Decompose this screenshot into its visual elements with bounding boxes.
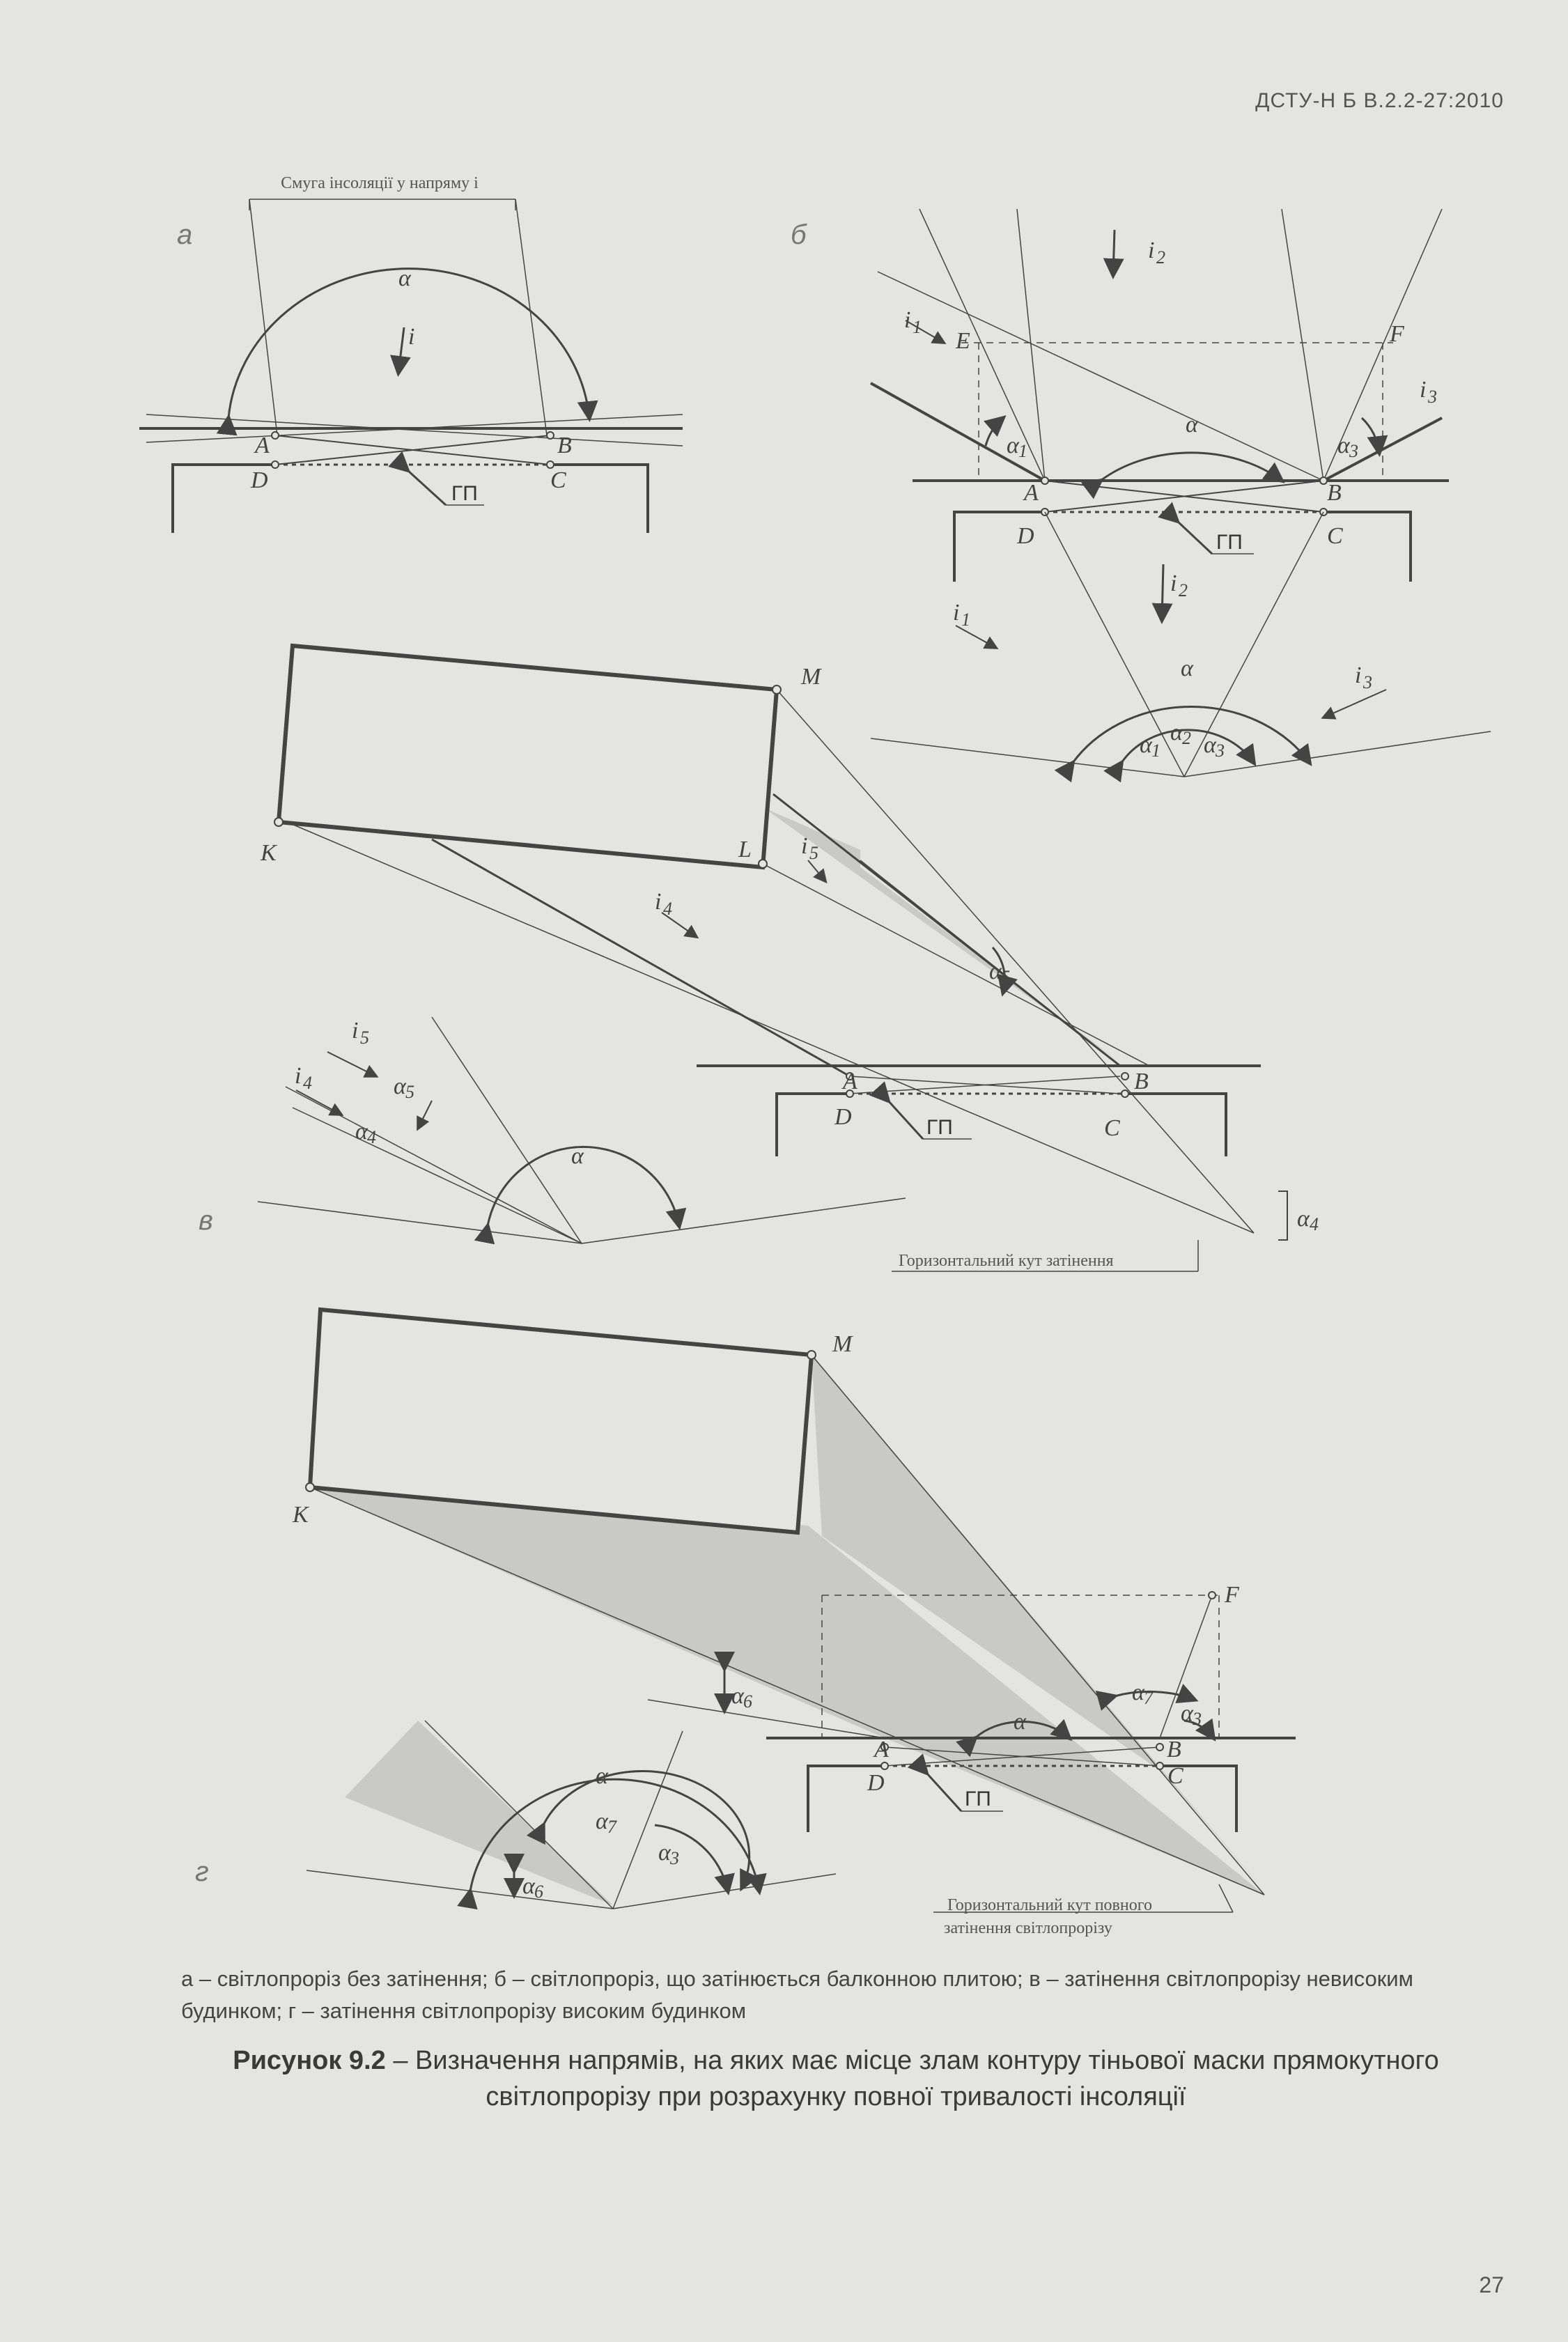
svg-text:i: i — [1148, 238, 1155, 263]
svg-text:M: M — [801, 664, 821, 690]
panel-a — [139, 174, 683, 533]
svg-text:i: i — [904, 307, 911, 333]
svg-text:3: 3 — [1363, 672, 1372, 692]
svg-text:M: M — [832, 1331, 853, 1357]
svg-text:α: α — [1170, 720, 1183, 745]
svg-text:A: A — [255, 433, 270, 458]
svg-text:1: 1 — [1018, 441, 1027, 461]
svg-text:A: A — [843, 1069, 857, 1094]
svg-text:4: 4 — [303, 1073, 312, 1093]
horizontal-shading-angle-label: Горизонтальний кут затінення — [899, 1252, 1114, 1270]
svg-text:α: α — [1140, 732, 1152, 758]
svg-text:α: α — [658, 1840, 671, 1866]
svg-text:5: 5 — [360, 1027, 369, 1048]
svg-text:B: B — [1167, 1737, 1181, 1762]
svg-text:α: α — [522, 1873, 535, 1899]
svg-text:2: 2 — [1182, 728, 1191, 748]
svg-text:α: α — [1007, 433, 1019, 458]
document-code: ДСТУ-Н Б В.2.2-27:2010 — [1255, 89, 1504, 112]
svg-text:i: i — [1420, 377, 1427, 403]
svg-text:α: α — [398, 265, 411, 291]
figure-note: а – світлопроріз без затінення; б – світлопроріз, що затінюється балконною плитою; в – затінення світлопрорізу невисоким будинком; г – затінення світлопрорізу високим будинком — [181, 1967, 1413, 2023]
figure-number: Рисунок 9.2 — [233, 2046, 386, 2075]
svg-text:α: α — [989, 959, 1002, 984]
svg-text:3: 3 — [1428, 387, 1437, 407]
svg-text:B: B — [1134, 1069, 1149, 1094]
svg-text:3: 3 — [1349, 441, 1358, 461]
svg-text:2: 2 — [1179, 580, 1188, 600]
svg-text:i: i — [295, 1063, 302, 1089]
svg-text:α: α — [596, 1808, 608, 1834]
panel-b-label: б — [791, 219, 807, 250]
svg-text:7: 7 — [1144, 1688, 1153, 1708]
horizontal-full-shading-label-2: затінення світлопрорізу — [944, 1919, 1112, 1937]
svg-text:A: A — [874, 1737, 889, 1762]
panel-a-label: а — [177, 219, 193, 250]
panel-v-label: в — [199, 1205, 213, 1236]
svg-text:α: α — [1014, 1709, 1026, 1735]
svg-text:C: C — [1327, 523, 1343, 549]
svg-text:5: 5 — [809, 843, 818, 863]
svg-text:i: i — [953, 600, 960, 626]
svg-text:C: C — [550, 467, 566, 493]
svg-text:α: α — [571, 1143, 584, 1169]
svg-text:α: α — [596, 1763, 608, 1789]
svg-text:B: B — [1327, 480, 1342, 506]
svg-text:α: α — [1132, 1680, 1144, 1705]
svg-text:E: E — [956, 328, 970, 354]
svg-text:K: K — [293, 1502, 309, 1528]
figure-title: – Визначення напрямів, на яких має місце злам контуру тіньової маски прямокутного світлопрорізу при розрахунку повної тривалості інсоляції — [385, 2046, 1439, 2111]
panel-b — [791, 209, 1491, 777]
svg-text:A: A — [1024, 480, 1039, 506]
svg-text:5: 5 — [1001, 967, 1010, 987]
svg-text:1: 1 — [913, 317, 922, 337]
horizontal-full-shading-label-1: Горизонтальний кут повного — [947, 1896, 1152, 1914]
svg-text:i: i — [352, 1018, 359, 1044]
svg-text:4: 4 — [1310, 1214, 1319, 1234]
svg-text:D: D — [835, 1104, 852, 1130]
svg-text:3: 3 — [1193, 1709, 1202, 1729]
svg-text:K: K — [261, 840, 277, 866]
svg-text:C: C — [1167, 1763, 1183, 1789]
svg-text:6: 6 — [534, 1882, 543, 1902]
svg-text:C: C — [1104, 1115, 1120, 1141]
svg-text:4: 4 — [663, 899, 672, 919]
svg-text:3: 3 — [1216, 740, 1225, 761]
svg-text:i: i — [408, 324, 415, 350]
svg-text:α: α — [1181, 656, 1193, 681]
figure-caption — [181, 2042, 1491, 2115]
svg-text:B: B — [557, 433, 572, 458]
svg-text:3: 3 — [670, 1848, 679, 1868]
page-number: 27 — [1479, 2272, 1504, 2297]
svg-text:α: α — [355, 1119, 368, 1145]
svg-text:α: α — [1181, 1700, 1193, 1726]
svg-text:D: D — [1017, 523, 1034, 549]
gp-label-v: ГП — [926, 1116, 953, 1139]
gp-label-b: ГП — [1216, 531, 1243, 554]
svg-text:F: F — [1225, 1582, 1239, 1608]
sun-band-label: Смуга інсоляції у напряму i — [281, 174, 479, 192]
gp-label-g: ГП — [965, 1787, 991, 1810]
svg-text:i: i — [1170, 571, 1177, 596]
svg-text:α: α — [1297, 1206, 1310, 1232]
gp-label-a: ГП — [451, 482, 478, 505]
svg-text:F: F — [1390, 321, 1404, 347]
svg-text:α: α — [394, 1073, 406, 1099]
panel-g — [195, 1310, 1296, 1937]
svg-text:5: 5 — [405, 1082, 414, 1102]
svg-text:1: 1 — [961, 610, 970, 630]
svg-text:α: α — [1186, 412, 1198, 437]
panel-g-label: г — [195, 1856, 209, 1887]
svg-text:6: 6 — [743, 1691, 752, 1712]
svg-text:i: i — [655, 889, 662, 915]
svg-text:D: D — [251, 467, 268, 493]
svg-text:α: α — [1204, 732, 1216, 758]
svg-text:D: D — [867, 1770, 885, 1796]
svg-text:4: 4 — [367, 1127, 376, 1147]
svg-text:7: 7 — [607, 1817, 616, 1837]
svg-text:2: 2 — [1156, 247, 1165, 267]
svg-text:1: 1 — [1151, 740, 1161, 761]
svg-text:α: α — [731, 1683, 744, 1709]
svg-text:i: i — [1355, 662, 1362, 688]
svg-text:α: α — [1337, 433, 1350, 458]
svg-text:i: i — [801, 833, 808, 859]
svg-text:L: L — [738, 837, 752, 862]
